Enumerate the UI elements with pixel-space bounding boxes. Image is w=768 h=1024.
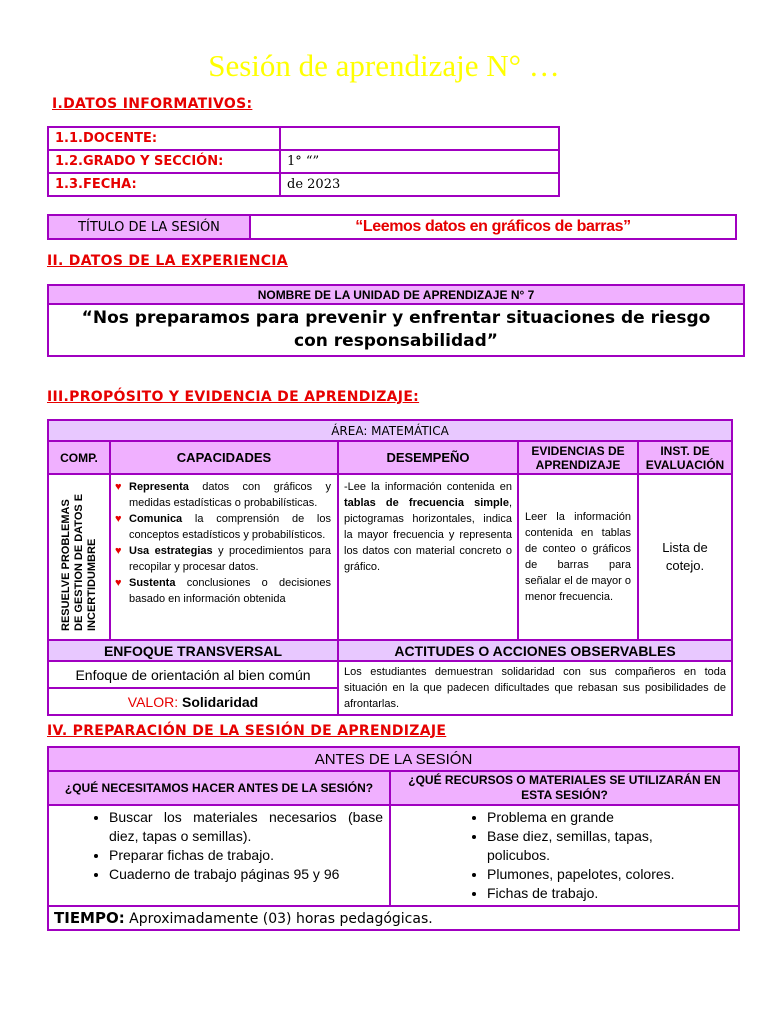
list-item: • Fichas de trabajo.: [487, 884, 708, 903]
experiencia-table: [47, 284, 745, 357]
col1-list: [91, 808, 383, 884]
proposito-table: [47, 419, 733, 716]
capacidad-item: ♥ Comunica la comprensión de los conceptos estadísticos y probabilísticos.: [129, 511, 331, 543]
competencia-cell: [48, 474, 110, 640]
competencia-text: RESUELVE PROBLEMAS DE GESTION DE DATOS E INCERTIDUMBRE: [59, 493, 98, 631]
col1-cell: [48, 805, 390, 906]
page-title: Sesión de aprendizaje N° …: [208, 48, 560, 83]
fecha-value: de 2023: [280, 173, 559, 196]
evidencias-header: EVIDENCIAS DE APRENDIZAJE: [518, 441, 638, 474]
grado-value: 1° “”: [280, 150, 559, 173]
section-4-heading: IV. PREPARACIÓN DE LA SESIÓN DE APRENDIZAJE: [47, 723, 447, 739]
capacidad-item: ♥ Usa estrategias y procedimientos para recopilar y procesar datos.: [129, 543, 331, 575]
area-header: ÁREA: MATEMÁTICA: [48, 420, 732, 441]
datos-informativos-table: [47, 126, 560, 197]
antes-header: ANTES DE LA SESIÓN: [48, 747, 739, 771]
grado-label: 1.2.GRADO Y SECCIÓN:: [48, 150, 280, 173]
comp-header: COMP.: [48, 441, 110, 474]
list-item: • Problema en grande: [487, 808, 708, 827]
actitudes-header: ACTITUDES O ACCIONES OBSERVABLES: [338, 640, 732, 661]
list-item: • Cuaderno de trabajo páginas 95 y 96: [109, 865, 383, 884]
enfoque-cell: Enfoque de orientación al bien común: [48, 661, 338, 688]
capacidades-cell: [110, 474, 338, 640]
valor-cell: [48, 688, 338, 715]
tiempo-cell: [48, 906, 739, 930]
enfoque-header: ENFOQUE TRANSVERSAL: [48, 640, 338, 661]
session-title-table: [47, 214, 737, 240]
capacidad-item: ♥ Sustenta conclusiones o decisiones basado en información obtenida: [129, 575, 331, 607]
list-item: • Plumones, papelotes, colores.: [487, 865, 708, 884]
list-item: • Base diez, semillas, tapas, policubos.: [487, 827, 708, 865]
capacidades-header: CAPACIDADES: [110, 441, 338, 474]
evidencia-cell: Leer la información contenida en tablas de conteo o gráficos de barras para señalar el de mayor o menor frecuencia.: [518, 474, 638, 640]
valor-value: Solidaridad: [181, 693, 259, 710]
list-item: • Preparar fichas de trabajo.: [109, 846, 383, 865]
tiempo-label: TIEMPO:: [54, 909, 125, 927]
inst-header: INST. DE EVALUACIÓN: [638, 441, 732, 474]
tiempo-value: Aproximadamente (03) horas pedagógicas.: [124, 911, 433, 927]
section-2-heading: II. DATOS DE LA EXPERIENCIA: [47, 253, 288, 269]
valor-label: VALOR:: [127, 693, 179, 710]
col2-header: ¿QUÉ RECURSOS O MATERIALES SE UTILIZARÁN EN ESTA SESIÓN?: [390, 771, 739, 805]
list-item: • Buscar los materiales necesarios (base diez, tapas o semillas).: [109, 808, 383, 846]
preparacion-table: [47, 746, 740, 931]
unit-name: “Nos preparamos para prevenir y enfrentar situaciones de riesgo con responsabilidad”: [48, 304, 744, 356]
col1-header: ¿QUÉ NECESITAMOS HACER ANTES DE LA SESIÓN?: [48, 771, 390, 805]
session-title-label: TÍTULO DE LA SESIÓN: [48, 215, 250, 239]
fecha-label: 1.3.FECHA:: [48, 173, 280, 196]
section-3-heading: III.PROPÓSITO Y EVIDENCIA DE APRENDIZAJE:: [47, 389, 420, 405]
instrumento-cell: Lista de cotejo.: [638, 474, 732, 640]
desempeno-header: DESEMPEÑO: [338, 441, 518, 474]
col2-list: [469, 808, 708, 903]
session-title-value: “Leemos datos en gráficos de barras”: [250, 215, 736, 239]
capacidad-item: ♥ Representa datos con gráficos y medidas estadísticas o probabilísticas.: [129, 479, 331, 511]
desempeno-cell: -Lee la información contenida en tablas de frecuencia simple, pictogramas horizontales, indica la mayor frecuencia y representa los datos con material concreto o gráfico.: [338, 474, 518, 640]
actitudes-cell: Los estudiantes demuestran solidaridad con sus compañeros en toda situación en la que padecen dificultades que rebasan sus posibilidades de afrontarlas.: [338, 661, 732, 715]
unit-label: NOMBRE DE LA UNIDAD DE APRENDIZAJE N° 7: [48, 285, 744, 304]
section-1-heading: I.DATOS INFORMATIVOS:: [52, 96, 253, 112]
docente-value: [280, 127, 559, 150]
capacidades-list: [129, 479, 331, 607]
col2-cell: [390, 805, 739, 906]
docente-label: 1.1.DOCENTE:: [48, 127, 280, 150]
